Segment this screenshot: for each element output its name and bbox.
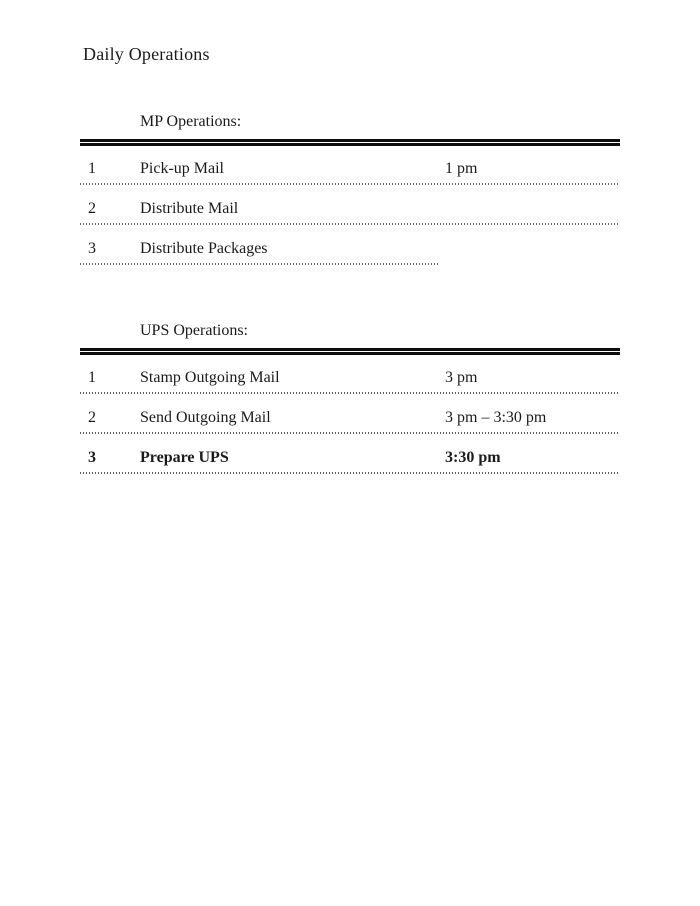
- row-underline: [80, 432, 620, 434]
- task-label: Distribute Mail: [140, 200, 239, 217]
- row-number: 3: [88, 240, 96, 257]
- task-label: Distribute Packages: [140, 240, 268, 257]
- task-row: [80, 355, 620, 395]
- row-number: 2: [88, 200, 96, 217]
- row-underline: [80, 263, 438, 265]
- task-label: Send Outgoing Mail: [140, 409, 271, 426]
- task-row: [80, 395, 620, 435]
- task-time: 3 pm: [445, 369, 478, 386]
- task-time: 1 pm: [445, 160, 478, 177]
- section-heading: UPS Operations:: [140, 322, 248, 339]
- section-ups-operations: [80, 321, 620, 475]
- row-underline: [80, 472, 620, 474]
- task-label: Pick-up Mail: [140, 160, 224, 177]
- row-underline: [80, 183, 620, 185]
- row-number: 3: [88, 449, 96, 466]
- task-row: [80, 226, 620, 266]
- task-row: [80, 435, 620, 475]
- task-label: Stamp Outgoing Mail: [140, 369, 280, 386]
- row-underline: [80, 223, 620, 225]
- task-row: [80, 146, 620, 186]
- row-number: 1: [88, 160, 96, 177]
- row-number: 2: [88, 409, 96, 426]
- task-row: [80, 186, 620, 226]
- page-title: Daily Operations: [83, 44, 210, 64]
- section-mp-operations: [80, 112, 620, 266]
- row-number: 1: [88, 369, 96, 386]
- task-time: 3 pm – 3:30 pm: [445, 409, 547, 426]
- section-divider-bar: [80, 139, 620, 146]
- section-divider-bar: [80, 348, 620, 355]
- section-heading: MP Operations:: [140, 113, 242, 130]
- task-time: 3:30 pm: [445, 449, 501, 466]
- task-label: Prepare UPS: [140, 449, 229, 466]
- row-underline: [80, 392, 620, 394]
